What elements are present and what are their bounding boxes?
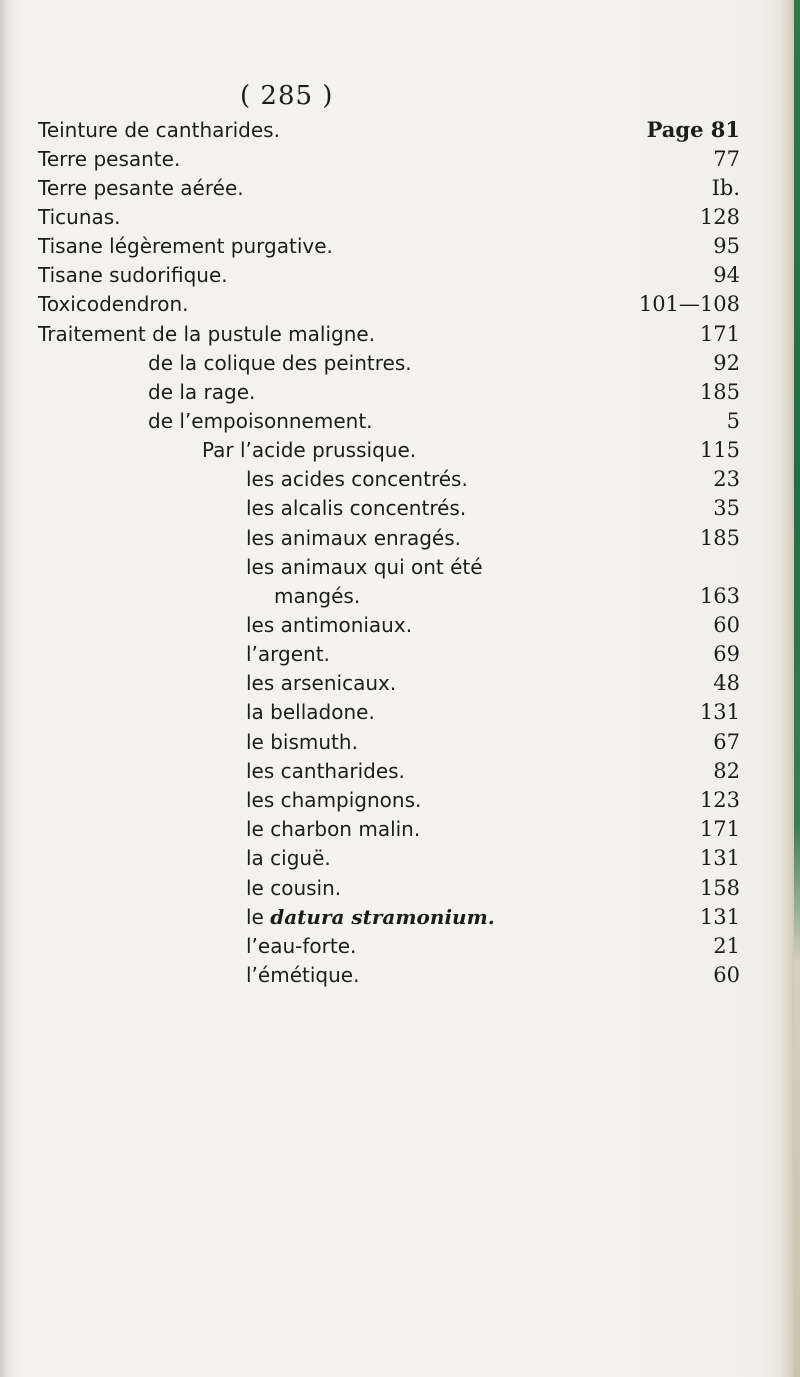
entry-page: 48 bbox=[713, 671, 740, 695]
entry-term: de la rage. bbox=[148, 380, 256, 404]
entry-page: 95 bbox=[713, 234, 740, 258]
index-entry bbox=[246, 785, 740, 815]
index-entry bbox=[246, 960, 740, 990]
entry-term: mangés. bbox=[274, 584, 361, 608]
entry-term: Tisane légèrement purgative. bbox=[38, 234, 333, 258]
index-entry bbox=[148, 348, 740, 378]
index-entry bbox=[246, 873, 740, 903]
index-entry bbox=[246, 697, 740, 727]
entry-page: 123 bbox=[699, 788, 740, 812]
entry-term: le cousin. bbox=[246, 876, 342, 900]
entry-term: les animaux enragés. bbox=[246, 526, 461, 550]
index-entry bbox=[38, 173, 740, 203]
entry-term: Teinture de cantharides. bbox=[38, 118, 280, 142]
entry-page: 5 bbox=[726, 409, 740, 433]
index-entry bbox=[38, 260, 740, 290]
entry-term: les cantharides. bbox=[246, 759, 405, 783]
entry-term: Ticunas. bbox=[38, 205, 121, 229]
entry-term: les arsenicaux. bbox=[246, 671, 397, 695]
page-left-edge bbox=[0, 0, 14, 1377]
binding-strip bbox=[794, 0, 800, 1377]
entry-page: 92 bbox=[713, 351, 740, 375]
page-number-header: ( 285 ) bbox=[240, 81, 334, 111]
entry-term: le charbon malin. bbox=[246, 817, 421, 841]
entry-page: 23 bbox=[713, 467, 740, 491]
index-entry bbox=[246, 668, 740, 698]
entry-term bbox=[246, 902, 495, 932]
entry-term: le bismuth. bbox=[246, 730, 358, 754]
index-entry bbox=[246, 814, 740, 844]
entry-page: 77 bbox=[713, 147, 740, 171]
entry-page: 82 bbox=[713, 759, 740, 783]
entry-page: 101—108 bbox=[638, 292, 740, 316]
index-entry bbox=[148, 406, 740, 436]
index-entry bbox=[246, 727, 740, 757]
entry-term: les alcalis concentrés. bbox=[246, 496, 467, 520]
entry-term: les animaux qui ont été bbox=[246, 555, 483, 579]
entry-term: les antimoniaux. bbox=[246, 613, 413, 637]
entry-term: la belladone. bbox=[246, 700, 375, 724]
entry-page: 21 bbox=[713, 934, 740, 958]
index-entry bbox=[38, 144, 740, 174]
index-entry bbox=[38, 231, 740, 261]
entry-term: de l’empoisonnement. bbox=[148, 409, 373, 433]
index-entry bbox=[246, 931, 740, 961]
index-entry bbox=[38, 115, 740, 145]
entry-term: Toxicodendron. bbox=[38, 292, 189, 316]
entry-page: 67 bbox=[713, 730, 740, 754]
index-entry bbox=[246, 464, 740, 494]
index-entry bbox=[246, 902, 740, 932]
entry-term-prefix: le bbox=[246, 905, 271, 929]
entry-page: 171 bbox=[699, 817, 740, 841]
index-entry bbox=[246, 493, 740, 523]
entry-term: Traitement de la pustule maligne. bbox=[38, 322, 376, 346]
entry-page: 131 bbox=[699, 700, 740, 724]
index-entry bbox=[148, 377, 740, 407]
entry-term: l’eau-forte. bbox=[246, 934, 357, 958]
index-entry bbox=[246, 756, 740, 786]
entry-term: l’argent. bbox=[246, 642, 330, 666]
entry-page: 131 bbox=[699, 846, 740, 870]
entry-page: 60 bbox=[713, 613, 740, 637]
entry-page: 158 bbox=[699, 876, 740, 900]
index-entry bbox=[246, 639, 740, 669]
index-entry bbox=[38, 202, 740, 232]
entry-term: l’émétique. bbox=[246, 963, 360, 987]
entry-term: de la colique des peintres. bbox=[148, 351, 412, 375]
index-entry bbox=[202, 435, 740, 465]
index-entry bbox=[246, 843, 740, 873]
entry-term-italic: datura stramonium. bbox=[270, 905, 495, 929]
entry-term: les acides concentrés. bbox=[246, 467, 468, 491]
entry-page: 35 bbox=[713, 496, 740, 520]
entry-page: 69 bbox=[713, 642, 740, 666]
entry-page: 163 bbox=[699, 584, 740, 608]
entry-page: Page 81 bbox=[646, 117, 740, 142]
entry-page: 131 bbox=[699, 905, 740, 929]
entry-page: 115 bbox=[699, 438, 740, 462]
index-entry bbox=[38, 319, 740, 349]
entry-page: 60 bbox=[713, 963, 740, 987]
entry-term: Terre pesante. bbox=[38, 147, 181, 171]
index-entry bbox=[246, 552, 740, 582]
index-entry bbox=[38, 289, 740, 319]
entry-term: Par l’acide prussique. bbox=[202, 438, 417, 462]
index-entry bbox=[246, 610, 740, 640]
entry-page: 171 bbox=[699, 322, 740, 346]
index-entry bbox=[274, 581, 740, 611]
entry-term: Tisane sudorifique. bbox=[38, 263, 228, 287]
entry-term: Terre pesante aérée. bbox=[38, 176, 244, 200]
entry-page: 185 bbox=[699, 380, 740, 404]
entry-page: 185 bbox=[699, 526, 740, 550]
entry-term: les champignons. bbox=[246, 788, 422, 812]
entry-term: la ciguë. bbox=[246, 846, 331, 870]
index-entry bbox=[246, 523, 740, 553]
entry-page: 128 bbox=[699, 205, 740, 229]
entry-page: 94 bbox=[713, 263, 740, 287]
entry-page: Ib. bbox=[711, 176, 740, 200]
